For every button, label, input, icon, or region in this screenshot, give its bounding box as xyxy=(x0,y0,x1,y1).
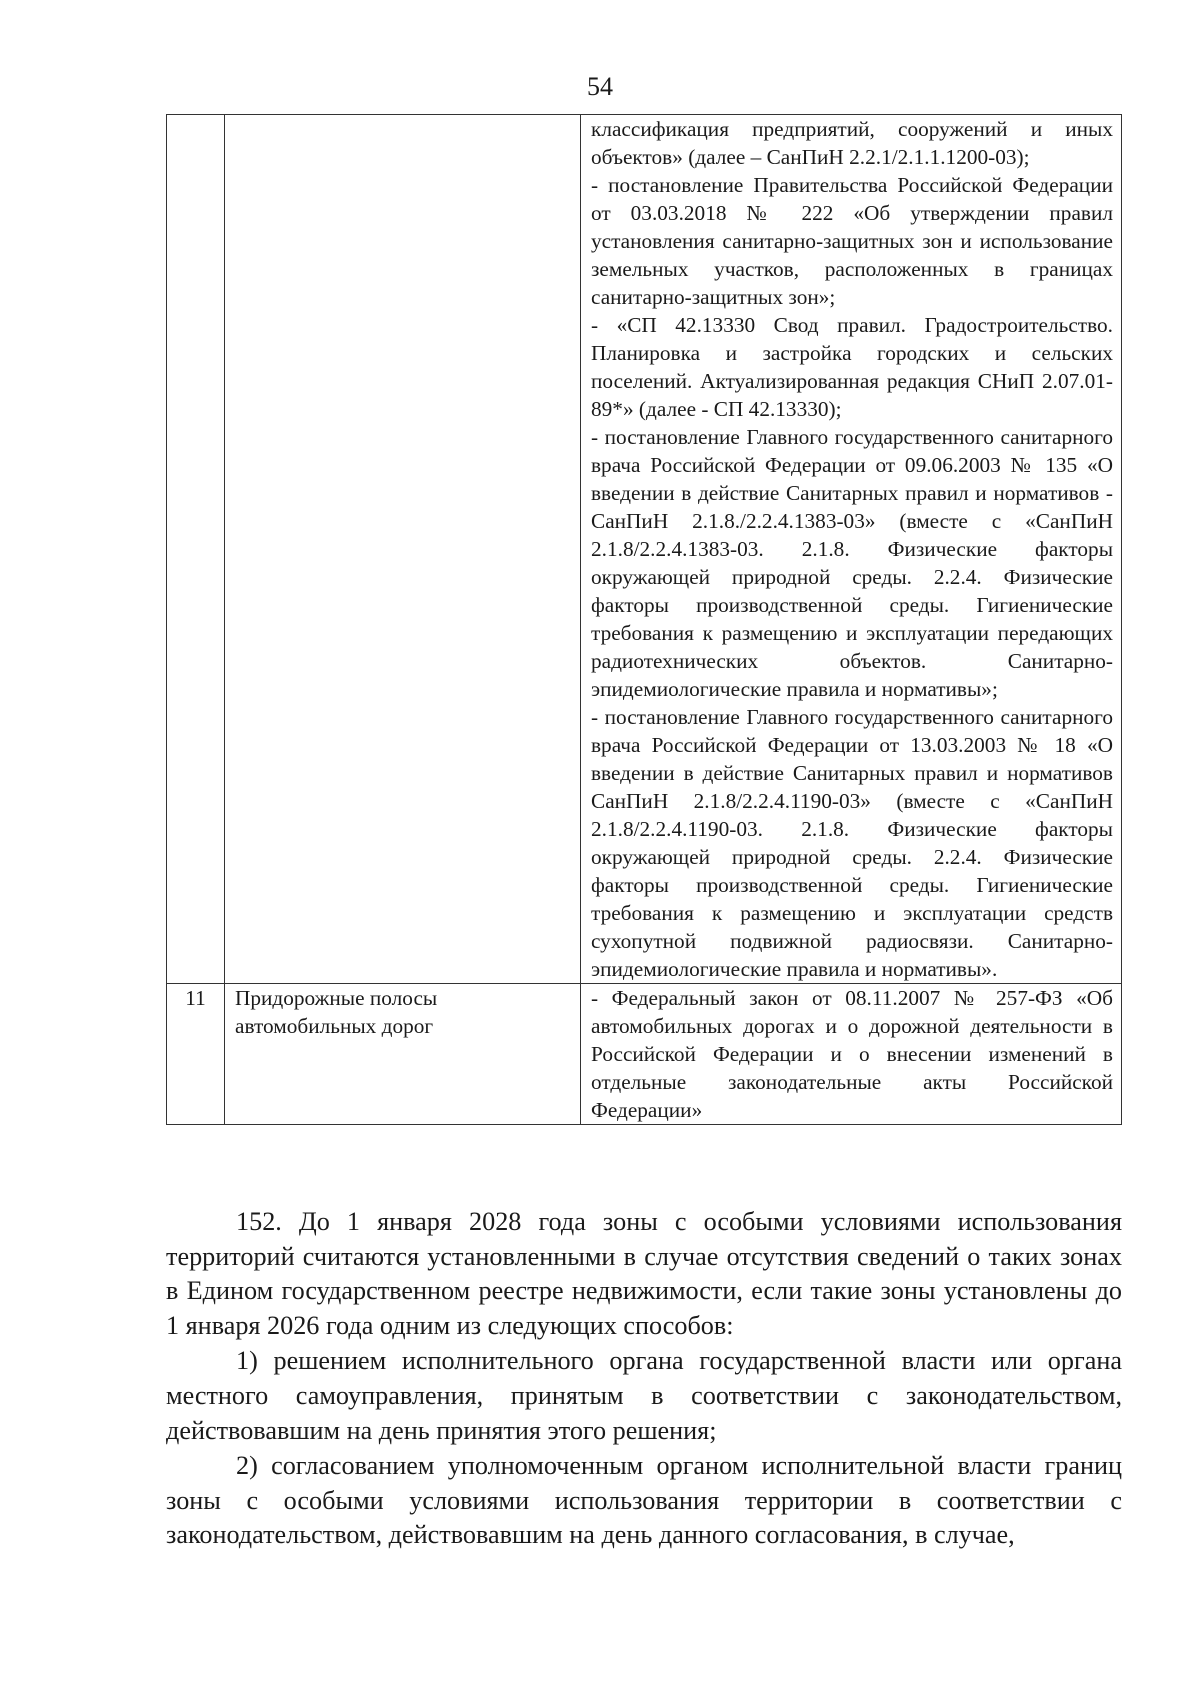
paragraph-152: 152. До 1 января 2028 года зоны с особыми условиями использования территорий считаются установленными в случае отсутствия сведений о таких зонах в Едином государственном реестре недвижимости, если такие зоны установлены до 1 января 2026 года одним из следующих способов: xyxy=(166,1207,1122,1340)
row-number-cell: 11 xyxy=(167,984,225,1125)
legal-doc-paragraph: - постановление Правительства Российской Федерации от 03.03.2018 № 222 «Об утверждении правил установления санитарно-защитных зон и использование земельных участков, расположенных в границах санитарно-защитных зон»; xyxy=(591,173,1113,309)
row-number-cell xyxy=(167,115,225,984)
zones-legal-basis-table xyxy=(166,114,1122,1125)
table-row xyxy=(167,984,1122,1125)
list-item-2: 2) согласованием уполномоченным органом исполнительной власти границ зоны с особыми условиями использования территории в соответствии с законодательством, действовавшим на день данного согласования, в случае, xyxy=(166,1451,1122,1550)
legal-docs-cell: - Федеральный закон от 08.11.2007 № 257-ФЗ «Об автомобильных дорогах и о дорожной деятельности в Российской Федерации и о внесении изменений в отдельные законодательные акты Российской Федерации» xyxy=(581,984,1122,1125)
table-row xyxy=(167,115,1122,984)
list-item-1: 1) решением исполнительного органа государственной власти или органа местного самоуправления, принятым в соответствии с законодательством, действовавшим на день принятия этого решения; xyxy=(166,1346,1122,1445)
legal-docs-cell xyxy=(581,115,1122,984)
page-number: 54 xyxy=(587,72,613,101)
legal-doc-paragraph: - постановление Главного государственного санитарного врача Российской Федерации от 13.03.2003 № 18 «О введении в действие Санитарных правил и нормативов СанПиН 2.1.8/2.2.4.1190-03» (вместе с «СанПиН 2.1.8/2.2.4.1190-03. 2.1.8. Физические факторы окружающей природной среды. 2.2.4. Физические факторы производственной среды. Гигиенические требования к размещению и эксплуатации средств сухопутной подвижной радиосвязи. Санитарно-эпидемиологические правила и нормативы». xyxy=(591,705,1113,981)
document-body xyxy=(166,1205,1122,1553)
legal-doc-paragraph: - «СП 42.13330 Свод правил. Градостроительство. Планировка и застройка городских и сельских поселений. Актуализированная редакция СНиП 2.07.01-89*» (далее - СП 42.13330); xyxy=(591,313,1113,421)
legal-doc-paragraph: - постановление Главного государственного санитарного врача Российской Федерации от 09.06.2003 № 135 «О введении в действие Санитарных правил и нормативов - СанПиН 2.1.8./2.2.4.1383-03» (вместе с «СанПиН 2.1.8/2.2.4.1383-03. 2.1.8. Физические факторы окружающей природной среды. 2.2.4. Физические факторы производственной среды. Гигиенические требования к размещению и эксплуатации передающих радиотехнических объектов. Санитарно-эпидемиологические правила и нормативы»; xyxy=(591,425,1113,701)
zone-name-cell: Придорожные полосы автомобильных дорог xyxy=(225,984,581,1125)
zone-name-cell xyxy=(225,115,581,984)
legal-doc-paragraph: классификация предприятий, сооружений и иных объектов» (далее – СанПиН 2.2.1/2.1.1.1200-03); xyxy=(591,117,1113,169)
